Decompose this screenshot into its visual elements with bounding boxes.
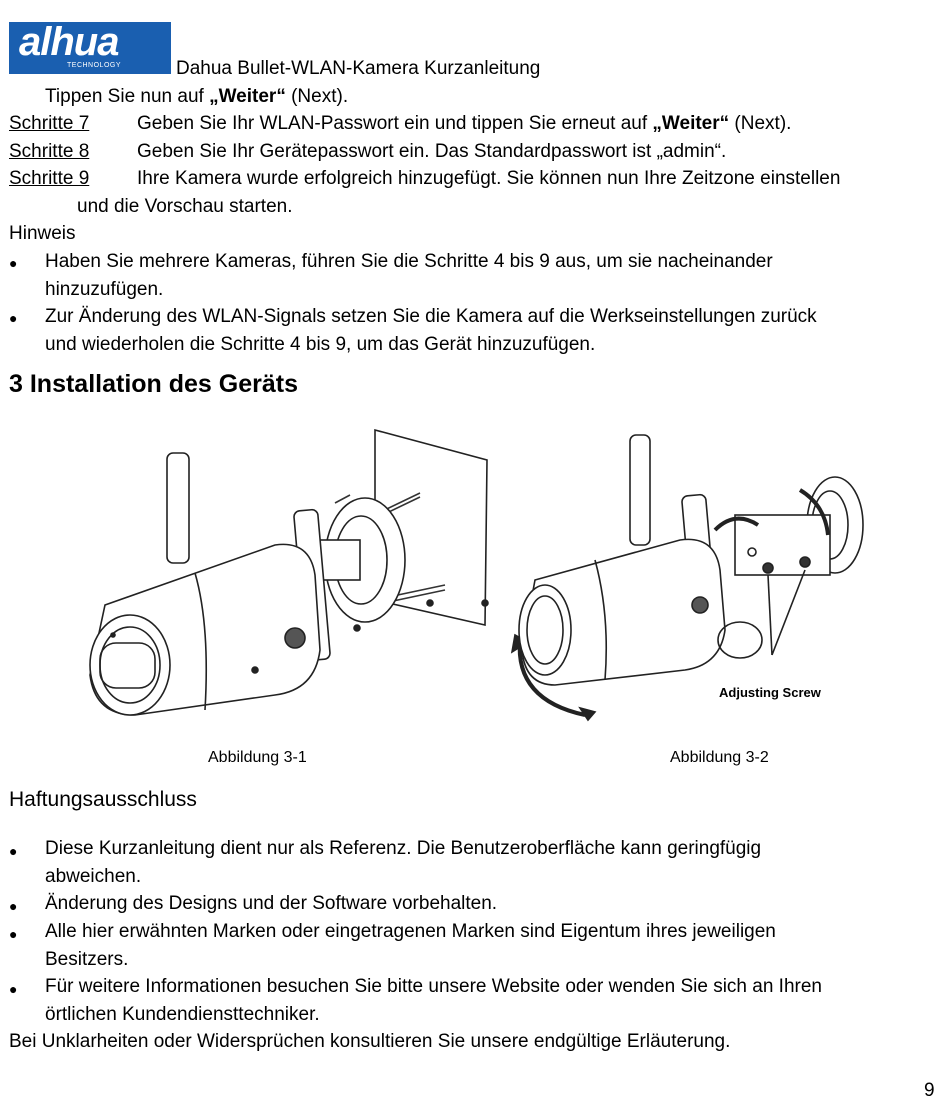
disclaimer-item-2-line1: Änderung des Designs und der Software vorbehalten. (45, 893, 498, 914)
bullet-icon: ● (9, 310, 18, 326)
disclaimer-item-4-line1: Für weitere Informationen besuchen Sie bitte unsere Website oder wenden Sie sich an Ihren (45, 976, 822, 997)
document-title: Dahua Bullet-WLAN-Kamera Kurzanleitung (176, 58, 541, 79)
disclaimer-title: Haftungsausschluss (9, 788, 197, 811)
step-9-label: Schritte 9 (9, 168, 90, 189)
disclaimer-item-1-line1: Diese Kurzanleitung dient nur als Referenz. Die Benutzeroberfläche kann geringfügig (45, 838, 762, 859)
disclaimer-item-1-line2: abweichen. (45, 866, 142, 887)
disclaimer-closing: Bei Unklarheiten oder Widersprüchen konsultieren Sie unsere endgültige Erläuterung. (9, 1031, 731, 1052)
step-intro: Tippen Sie nun auf „Weiter“ (Next). (45, 86, 349, 107)
figure-3-2-adjusting-illustration (500, 430, 880, 730)
hint-title: Hinweis (9, 223, 76, 244)
adjusting-screw-label: Adjusting Screw (719, 685, 821, 700)
page-number: 9 (924, 1080, 935, 1101)
step-9-text-line2: und die Vorschau starten. (77, 196, 293, 217)
figure-3-1-caption: Abbildung 3-1 (208, 749, 307, 766)
dahua-logo (9, 22, 171, 74)
logo-subtitle: TECHNOLOGY (67, 62, 122, 69)
hint-item-1-line1: Haben Sie mehrere Kameras, führen Sie die Schritte 4 bis 9 aus, um sie nacheinander (45, 251, 773, 272)
step-8-label: Schritte 8 (9, 141, 90, 162)
step-7-text: Geben Sie Ihr WLAN-Passwort ein und tippen Sie erneut auf „Weiter“ (Next). (137, 113, 792, 134)
hint-item-1-line2: hinzuzufügen. (45, 279, 164, 300)
section-heading: 3 Installation des Geräts (9, 370, 298, 398)
disclaimer-item-3-line1: Alle hier erwähnten Marken oder eingetragenen Marken sind Eigentum ihres jeweiligen (45, 921, 776, 942)
step-8-text: Geben Sie Ihr Gerätepasswort ein. Das Standardpasswort ist „admin“. (137, 141, 727, 162)
hint-item-2-line2: und wiederholen die Schritte 4 bis 9, um das Gerät hinzuzufügen. (45, 334, 596, 355)
bullet-icon: ● (9, 255, 18, 271)
bullet-icon: ● (9, 843, 18, 859)
bullet-icon: ● (9, 898, 18, 914)
disclaimer-item-3-line2: Besitzers. (45, 949, 129, 970)
figure-3-1-camera-mount-illustration (75, 425, 505, 725)
disclaimer-item-4-line2: örtlichen Kundendiensttechniker. (45, 1004, 320, 1025)
figure-3-2-caption: Abbildung 3-2 (670, 749, 769, 766)
bullet-icon: ● (9, 981, 18, 997)
step-7-label: Schritte 7 (9, 113, 90, 134)
hint-item-2-line1: Zur Änderung des WLAN-Signals setzen Sie die Kamera auf die Werkseinstellungen zurück (45, 306, 817, 327)
step-9-text-line1: Ihre Kamera wurde erfolgreich hinzugefügt. Sie können nun Ihre Zeitzone einstellen (137, 168, 841, 189)
logo-wordmark: alhua (19, 20, 119, 64)
bullet-icon: ● (9, 926, 18, 942)
